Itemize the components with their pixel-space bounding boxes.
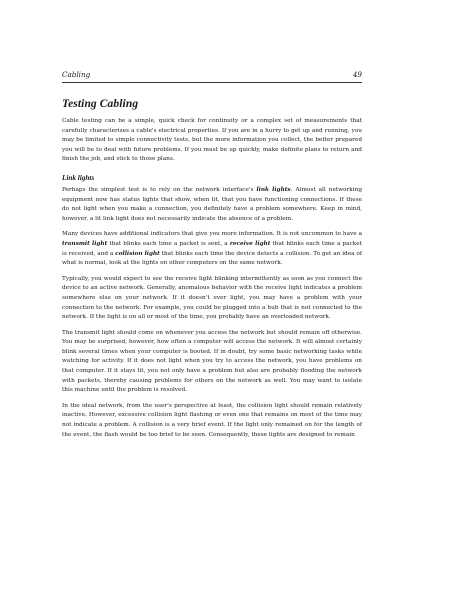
chapter-title: Cabling (62, 70, 91, 79)
book-page (62, 70, 362, 446)
paragraph-transmit-light: The transmit light should come on whenever you access the network but should remain off otherwise. You may be surprised, however, how often a computer will access the network. It will almost certainly blink several times when your computer is booted. If in doubt, try some basic networking tasks while watching for activity. If it does not light when you try to access the network, you have problems on that computer. If it stays lit, you not only have a problem but also are probably flooding the network with packets, thereby causing problems for others on the network as well. You may want to isolate this machine until the problem is resolved. (62, 329, 362, 394)
term-link-lights: link lights (256, 186, 291, 193)
intro-paragraph: Cable testing can be a simple, quick check for continuity or a complex set of measurements that carefully characterizes a cable's electrical properties. If you are in a hurry to get up and running, you may be limited to simple connectivity tests, but the more information you collect, the better prepared you will be to deal with future problems. If you must be up quickly, make definite plans to return and finish the job, and stick to those plans. (62, 118, 362, 163)
paragraph-receive-light: Typically, you would expect to see the receive light blinking intermittently as soon as you connect the device to an active network. Generally, anomalous behavior with the receive light indicates a problem somewhere else on your network. If it doesn't ever light, you may have a problem with your connection to the network. For example, you could be plugged into a hub that is not connected to the network. If the light is on all or most of the time, you probably have an overloaded network. (62, 275, 362, 321)
term-collision-light: collision light (115, 250, 160, 257)
paragraph-indicators: Many devices have additional indicators that give you more information. It is not uncommon to have a transmit light that blinks each time a packet is sent, a receive light that blinks each time a packet is received, and a collision light that blinks each time the device detects a collision. To get an idea of what is normal, look at the lights on other computers on the same network. (62, 231, 363, 267)
running-header (62, 70, 362, 83)
term-receive-light: receive light (229, 240, 271, 247)
subsection-heading: Link lights (62, 173, 95, 182)
section-heading: Testing Cabling (62, 98, 139, 110)
paragraph-collision-light: In the ideal network, from the user's perspective at least, the collision light should remain relatively inactive. However, excessive collision light flashing or even one that remains on most of the time may not indicate a problem. A collision is a very brief event. If the light only remained on for the length of the event, the flash would be too brief to be seen. Consequently, these lights are designed to remain (62, 402, 362, 438)
term-transmit-light: transmit light (62, 240, 108, 247)
page-number: 49 (352, 70, 362, 79)
paragraph-link-lights: Perhaps the simplest test is to rely on the network interface's link lights. Almost all networking equipment now has status lights that show, when lit, that you have functioning connections. If these do not light when you make a connection, you definitely have a problem somewhere. Keep in mind, however, a lit link light does not necessarily indicate the absence of a problem. (62, 186, 362, 222)
